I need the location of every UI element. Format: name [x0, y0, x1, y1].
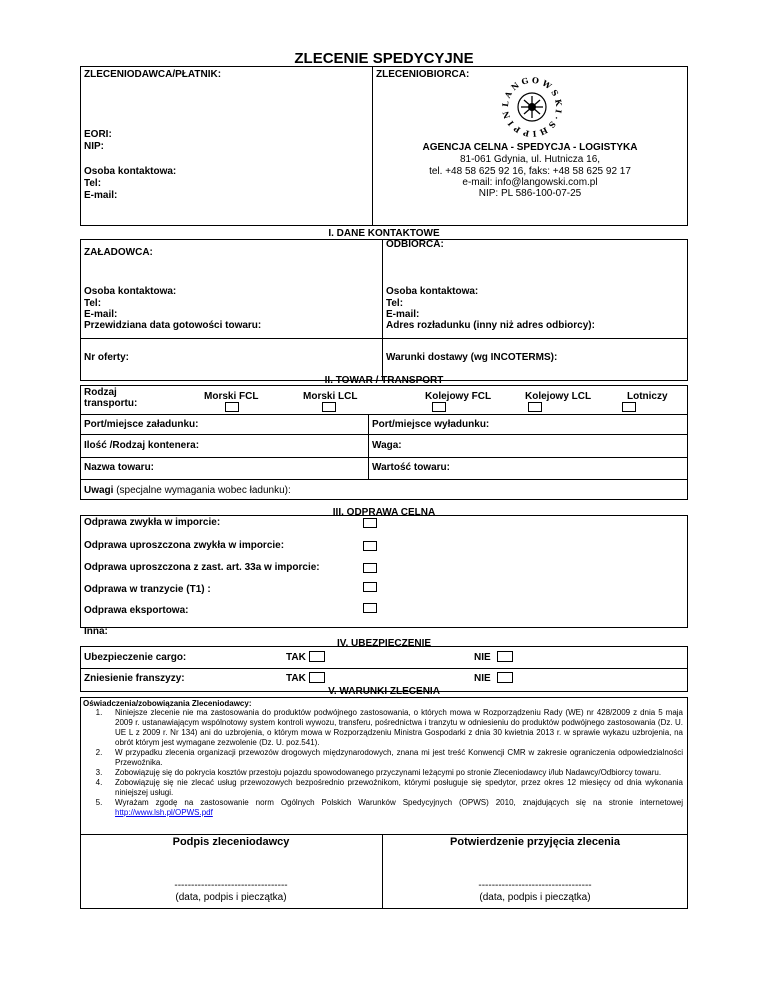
- customs-item-4: Odprawa w tranzycie (T1) :: [84, 584, 211, 595]
- client-tel-label: Tel:: [84, 178, 102, 189]
- section2-divider: [368, 414, 369, 479]
- clause-4-text: Zobowiązuję się nie zlecać usług przewozowych bezpośrednio przewoźnikom, którymi posługuje się spedytor, przez okres 12 miesięcy od dnia wykonania niniejszej usługi.: [115, 778, 683, 797]
- incoterms-label: Warunki dostawy (wg INCOTERMS):: [386, 352, 558, 363]
- checkbox-cargo-no[interactable]: [497, 651, 513, 662]
- section1-title: I. DANE KONTAKTOWE: [328, 228, 440, 239]
- conditions-heading: Oświadczenia/zobowiązania Zleceniodawcy:: [83, 699, 252, 708]
- company-phone: tel. +48 58 625 92 16, faks: +48 58 625 92 17: [429, 166, 631, 177]
- transport-label-line1: Rodzaj: [84, 387, 117, 398]
- shipper-tel-label: Tel:: [84, 298, 102, 309]
- checkbox-kolejowy-lcl[interactable]: [528, 402, 542, 412]
- company-email: e-mail: info@langowski.com.pl: [462, 177, 598, 188]
- checkbox-kolejowy-fcl[interactable]: [432, 402, 446, 412]
- checkbox-customs-1[interactable]: [363, 518, 377, 528]
- confirmation-signature-caption: (data, podpis i pieczątka): [479, 892, 591, 903]
- offer-number-label: Nr oferty:: [84, 352, 130, 363]
- client-signature-caption: (data, podpis i pieczątka): [175, 892, 287, 903]
- transport-label-line2: transportu:: [84, 398, 138, 409]
- clause-2-text: W przypadku zlecenia organizacji przewozów drogowych międzynarodowych, znana mi jest treść Konwencji CMR w zakresie ograniczenia odpowiedzialności Przewoźnika.: [115, 748, 683, 767]
- consignee-label: ODBIORCA:: [386, 239, 444, 250]
- confirmation-signature-line: ----------------------------------: [478, 880, 592, 891]
- checkbox-customs-2[interactable]: [363, 541, 377, 551]
- clause-1-text: Niniejsze zlecenie nie ma zastosowania do produktów podwójnego zastosowania, o których mowa w Rozporządzeniu Rady (WE) nr 428/2009 z dnia 5 maja 2009 r. ustanawiającym wspólnotowy system kontroli wywozu, transferu, pośrednictwa i tranzytu w odniesieniu do produktów podwójnego zastosowania (Dz. U. UE L z 2009 r. Nr 134) ani do uzbrojenia, o którym mowa w Rozporządzeniu Ministra Gospodarki z dnia 30 kwietnia 2013 r. w sprawie wykazu uzbrojenia, na obrót którym jest wymagane zezwolenie (Dz. U. poz.541).: [115, 708, 683, 747]
- shipper-email-label: E-mail:: [84, 309, 118, 320]
- notes-label: [84, 485, 291, 496]
- clause-4: 4. Zobowiązuję się nie zlecać usług przewozowych bezpośrednio przewoźnikom, którymi posługuje się spedytor, przez okres 12 miesięcy od dnia wykonania niniejszej usługi.: [95, 778, 683, 797]
- customs-item-5: Odprawa eksportowa:: [84, 605, 189, 616]
- unloading-port-label: Port/miejsce wyładunku:: [372, 419, 490, 430]
- checkbox-morski-fcl[interactable]: [225, 402, 239, 412]
- confirmation-title: Potwierdzenie przyjęcia zlecenia: [450, 836, 620, 848]
- unload-address-label: Adres rozładunku (inny niż adres odbiorcy):: [386, 320, 595, 331]
- checkbox-franchise-yes[interactable]: [309, 672, 325, 683]
- consignee-email-label: E-mail:: [386, 309, 420, 320]
- checkbox-customs-5[interactable]: [363, 603, 377, 613]
- clause-5: 5. Wyrażam zgodę na zastosowanie norm Ogólnych Polskich Warunków Spedycyjnych (OPWS) 2010, znajdujących się na stronie internetowej http://www.lsh.pl/OPWS.pdf: [95, 798, 683, 817]
- franchise-label: Zniesienie franszyzy:: [84, 673, 185, 684]
- section1-box: [80, 239, 688, 381]
- goods-value-label: Wartość towaru:: [372, 462, 450, 473]
- section2-hline-2: [80, 434, 688, 435]
- notes-bold: Uwagi: [84, 485, 114, 496]
- nip-label: NIP:: [84, 141, 104, 152]
- company-nip: NIP: PL 586-100-07-25: [478, 188, 582, 199]
- clause-1: 1. Niniejsze zlecenie nie ma zastosowania do produktów podwójnego zastosowania, o których mowa w Rozporządzeniu Rady (WE) nr 428/2009 z dnia 5 maja 2009 r. ustanawiającym wspólnotowy system kontroli wywozu, transferu, pośrednictwa i tranzytu w odniesieniu do produktów podwójnego zastosowania (Dz. U. UE L z 2009 r. Nr 134) ani do uzbrojenia, o którym mowa w Rozporządzeniu Ministra Gospodarki z dnia 30 kwietnia 2013 r. w sprawie wykazu uzbrojenia, na obrót którym jest wymagane zezwolenie (Dz. U. poz.541).: [95, 708, 683, 747]
- consignee-contact-label: Osoba kontaktowa:: [386, 286, 479, 297]
- notes-rest: (specjalne wymagania wobec ładunku):: [113, 485, 291, 496]
- contractor-title: ZLECENIOBIORCA:: [376, 69, 470, 80]
- svg-text:L A N G O W S K I · S H I P P: L A N G O W S K I · S H I P P I N: [499, 74, 565, 140]
- section3-title: III. ODPRAWA CELNA: [332, 507, 436, 518]
- clause-3: 3. Zobowiązuję się do pokrycia kosztów przestoju pojazdu spowodowanego przyczynami leżącymi po stronie Zleceniodawcy i/lub Nadawcy/Odbiorcy towaru.: [83, 768, 683, 778]
- option-lotniczy-label: Lotniczy: [627, 391, 668, 402]
- loading-port-label: Port/miejsce załadunku:: [84, 419, 199, 430]
- eori-label: EORI:: [84, 129, 112, 140]
- customs-item-3: Odprawa uproszczona z zast. art. 33a w imporcie:: [84, 562, 320, 573]
- checkbox-lotniczy[interactable]: [622, 402, 636, 412]
- section2-hline-1: [80, 414, 688, 415]
- customs-item-1: Odprawa zwykła w imporcie:: [84, 517, 221, 528]
- option-kolejowy-fcl-label: Kolejowy FCL: [425, 391, 492, 402]
- option-morski-fcl-label: Morski FCL: [204, 391, 259, 402]
- consignee-tel-label: Tel:: [386, 298, 404, 309]
- checkbox-franchise-no[interactable]: [497, 672, 513, 683]
- option-kolejowy-lcl-label: Kolejowy LCL: [525, 391, 592, 402]
- transport-type-label: [84, 387, 137, 409]
- checkbox-morski-lcl[interactable]: [322, 402, 336, 412]
- section5-hline: [80, 834, 688, 835]
- shipper-contact-label: Osoba kontaktowa:: [84, 286, 177, 297]
- client-signature-title: Podpis zleceniodawcy: [172, 836, 290, 848]
- section2-hline-4: [80, 479, 688, 480]
- shipper-label: ZAŁADOWCA:: [84, 247, 153, 258]
- client-email-label: E-mail:: [84, 190, 118, 201]
- company-logo: [496, 74, 568, 140]
- cargo-insurance-label: Ubezpieczenie cargo:: [84, 652, 187, 663]
- weight-label: Waga:: [372, 440, 402, 451]
- section1-hline: [80, 338, 688, 339]
- page-title: ZLECENIE SPEDYCYJNE: [294, 50, 474, 67]
- section1-divider: [382, 239, 383, 381]
- customs-item-2: Odprawa uproszczona zwykła w imporcie:: [84, 540, 285, 551]
- checkbox-customs-3[interactable]: [363, 563, 377, 573]
- franchise-no-label: NIE: [474, 673, 491, 684]
- franchise-yes-label: TAK: [286, 673, 306, 684]
- clause-3-text: Zobowiązuję się do pokrycia kosztów przestoju pojazdu spowodowanego przyczynami leżącymi po stronie Zleceniodawcy i/lub Nadawcy/Odbiorcy towaru.: [115, 768, 662, 777]
- cargo-no-label: NIE: [474, 652, 491, 663]
- clause-2: 2. W przypadku zlecenia organizacji przewozów drogowych międzynarodowych, znana mi jest treść Konwencji CMR w zakresie ograniczenia odpowiedzialności Przewoźnika.: [95, 748, 683, 767]
- goods-name-label: Nazwa towaru:: [84, 462, 155, 473]
- section5-title: V. WARUNKI ZLECENIA: [328, 686, 440, 697]
- section4-title: IV. UBEZPIECZENIE: [336, 638, 432, 649]
- clause-5-text: Wyrażam zgodę na zastosowanie norm Ogólnych Polskich Warunków Spedycyjnych (OPWS) 2010, znajdujących się na stronie internetowej: [115, 798, 683, 807]
- container-label: Ilość /Rodzaj kontenera:: [84, 440, 200, 451]
- client-contact-label: Osoba kontaktowa:: [84, 166, 177, 177]
- section4-hline: [80, 668, 688, 669]
- client-title: ZLECENIODAWCA/PŁATNIK:: [84, 69, 222, 80]
- section2-hline-3: [80, 457, 688, 458]
- company-address: 81-061 Gdynia, ul. Hutnicza 16,: [459, 154, 601, 165]
- opws-link[interactable]: http://www.lsh.pl/OPWS.pdf: [115, 808, 213, 817]
- cargo-yes-label: TAK: [286, 652, 306, 663]
- conditions-list: [83, 708, 683, 818]
- customs-other-label: Inna:: [84, 626, 108, 637]
- checkbox-customs-4[interactable]: [363, 582, 377, 592]
- client-signature-line: ----------------------------------: [174, 880, 288, 891]
- ready-date-label: Przewidziana data gotowości towaru:: [84, 320, 262, 331]
- checkbox-cargo-yes[interactable]: [309, 651, 325, 662]
- section2-title: II. TOWAR / TRANSPORT: [324, 375, 444, 386]
- company-name: AGENCJA CELNA - SPEDYCJA - LOGISTYKA: [422, 142, 638, 153]
- option-morski-lcl-label: Morski LCL: [303, 391, 358, 402]
